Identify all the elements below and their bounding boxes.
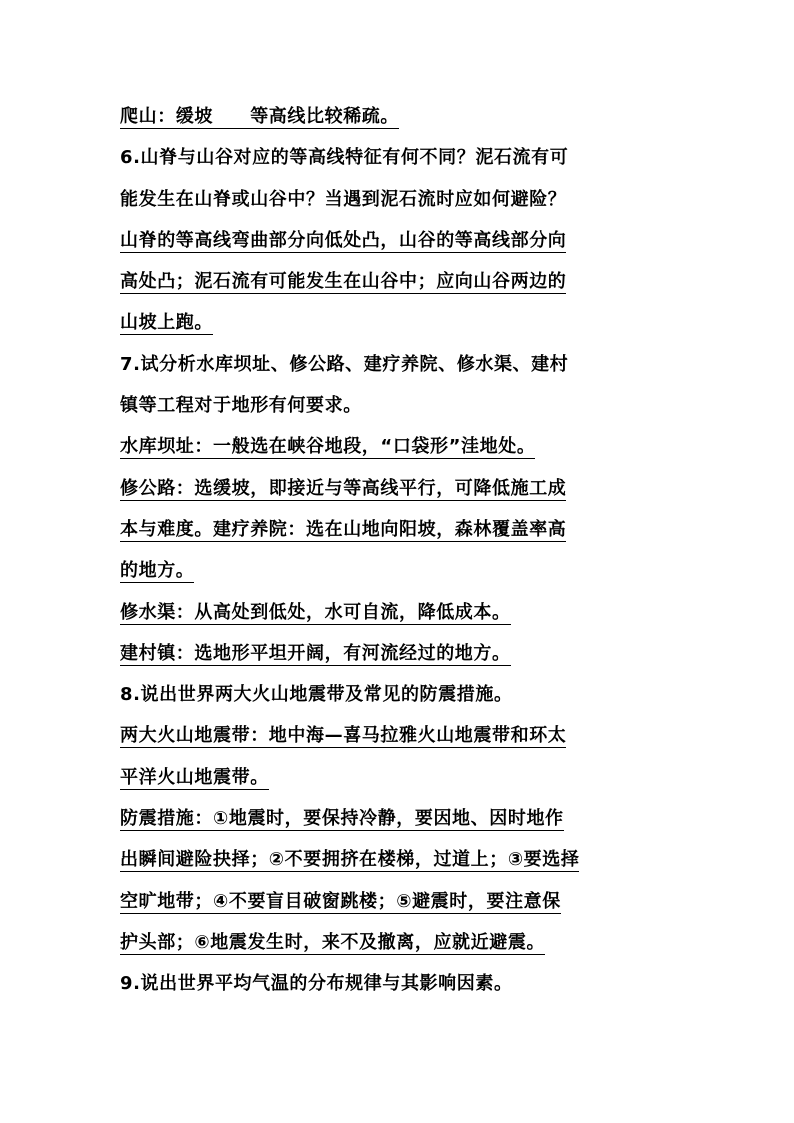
line-text: 8.说出世界两大火山地震带及常见的防震措施。 [120, 684, 513, 706]
answer-line [120, 798, 678, 839]
line-text: 能发生在山脊或山谷中？当遇到泥石流时应如何避险？ [120, 188, 567, 210]
line-text: 水库坝址：一般选在峡谷地段，“口袋形”洼地处。 [120, 436, 536, 458]
answer-line [120, 302, 678, 343]
question-line [120, 137, 678, 178]
line-text: 镇等工程对于地形有何要求。 [120, 395, 362, 417]
line-text: 的地方。 [120, 560, 195, 582]
answer-line [120, 633, 678, 674]
line-text: 7.试分析水库坝址、修公路、建疗养院、修水渠、建村 [120, 353, 569, 375]
line-text: 空旷地带；④不要盲目破窗跳楼；⑤避震时，要注意保 [120, 890, 561, 912]
answer-line [120, 426, 678, 467]
answer-line [120, 550, 678, 591]
question-line [120, 963, 678, 1004]
line-text: 护头部；⑥地震发生时，来不及撤离，应就近避震。 [120, 931, 546, 953]
question-line [120, 385, 678, 426]
answer-line [120, 592, 678, 633]
answer-line [120, 261, 678, 302]
question-line [120, 179, 678, 220]
line-text: 修水渠：从高处到低处，水可自流，降低成本。 [120, 601, 511, 623]
answer-line [120, 757, 678, 798]
answer-line [120, 468, 678, 509]
line-text: 出瞬间避险抉择；②不要拥挤在楼梯，过道上；③要选择 [120, 849, 580, 871]
line-text: 修公路：选缓坡，即接近与等高线平行，可降低施工成 [120, 477, 567, 499]
answer-line [120, 881, 678, 922]
line-text: 平洋火山地震带。 [120, 766, 269, 788]
line-text: 9.说出世界平均气温的分布规律与其影响因素。 [120, 973, 513, 995]
line-text: 本与难度。建疗养院：选在山地向阳坡，森林覆盖率高 [120, 518, 567, 540]
line-text: 高处凸；泥石流有可能发生在山谷中；应向山谷两边的 [120, 271, 567, 293]
line-text: 防震措施：①地震时，要保持冷静，要因地、因时地作 [120, 808, 564, 830]
line-text: 建村镇：选地形平坦开阔，有河流经过的地方。 [120, 642, 511, 664]
line-text: 爬山：缓坡 等高线比较稀疏。 [120, 106, 399, 127]
line-text: 山脊的等高线弯曲部分向低处凸，山谷的等高线部分向 [120, 229, 567, 251]
answer-line [120, 715, 678, 756]
answer-line [120, 509, 678, 550]
line-text: 两大火山地震带：地中海—喜马拉雅火山地震带和环太 [120, 725, 567, 747]
question-line [120, 674, 678, 715]
answer-line [120, 839, 678, 880]
question-line [120, 344, 678, 385]
answer-line [120, 220, 678, 261]
answer-line [120, 96, 678, 137]
line-text: 6.山脊与山谷对应的等高线特征有何不同？泥石流有可 [120, 147, 569, 169]
document-page [120, 96, 678, 1005]
answer-line [120, 922, 678, 963]
line-text: 山坡上跑。 [120, 312, 213, 334]
